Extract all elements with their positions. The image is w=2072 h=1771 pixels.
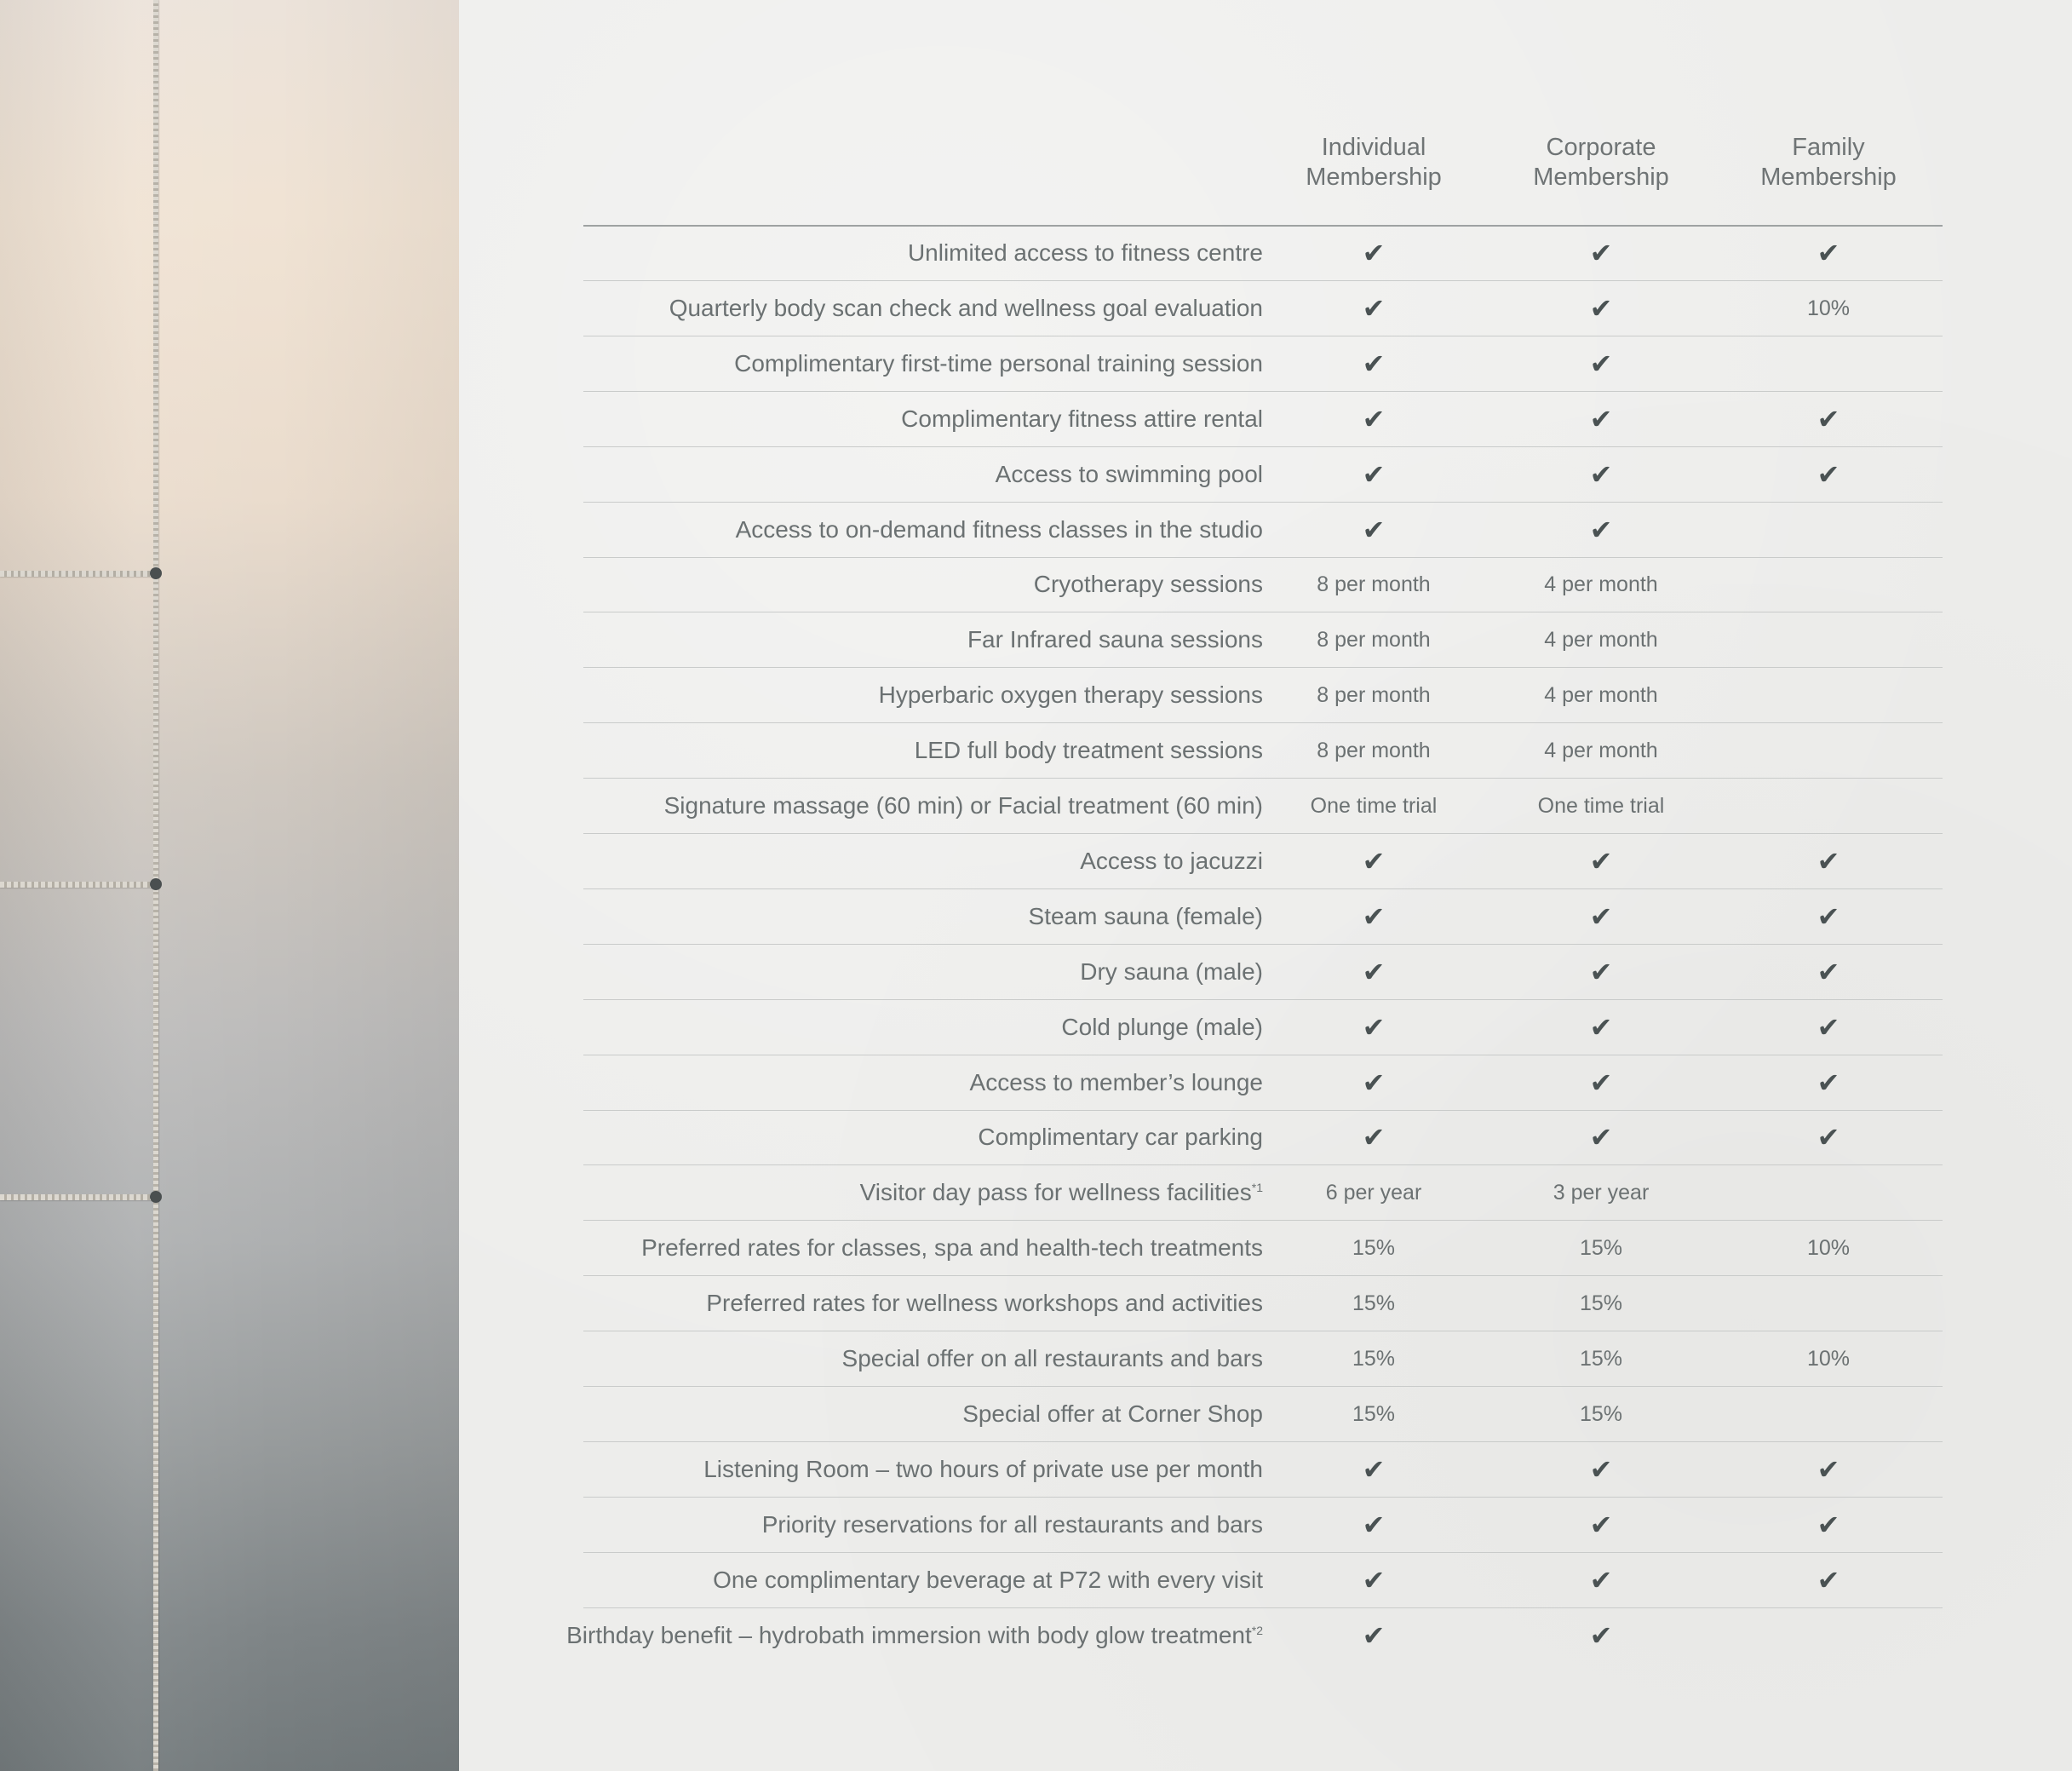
row-label-text: Hyperbaric oxygen therapy sessions bbox=[878, 681, 1263, 709]
cell-family bbox=[1715, 612, 1942, 667]
check-icon: ✔ bbox=[1817, 956, 1840, 987]
check-icon: ✔ bbox=[1362, 1067, 1386, 1098]
check-icon: ✔ bbox=[1362, 845, 1386, 877]
cell-individual: 15% bbox=[1352, 1291, 1396, 1316]
check-icon: ✔ bbox=[1589, 238, 1613, 268]
row-label bbox=[734, 336, 1263, 391]
table-row bbox=[0, 447, 2072, 502]
table-row bbox=[0, 1276, 2072, 1331]
check-icon: ✔ bbox=[1589, 1122, 1613, 1153]
row-label-text: Quarterly body scan check and wellness goal evaluation bbox=[669, 294, 1263, 321]
check-icon: ✔ bbox=[1817, 845, 1840, 877]
cell-corporate: 4 per month bbox=[1544, 683, 1658, 708]
row-label-text: Signature massage (60 min) or Facial treatment (60 min) bbox=[663, 792, 1263, 819]
cell-individual: 8 per month bbox=[1317, 628, 1431, 653]
check-icon: ✔ bbox=[1362, 1011, 1386, 1043]
cell-corporate: 15% bbox=[1579, 1291, 1623, 1316]
table-row bbox=[0, 945, 2072, 999]
footnote-marker: *1 bbox=[1251, 1181, 1263, 1195]
row-label-text: Listening Room – two hours of private use per month bbox=[703, 1455, 1263, 1482]
row-label bbox=[713, 1553, 1263, 1607]
row-label bbox=[1080, 834, 1263, 888]
row-label bbox=[664, 779, 1263, 833]
row-label-text: Steam sauna (female) bbox=[1028, 902, 1263, 929]
row-label-text: Complimentary fitness attire rental bbox=[901, 405, 1263, 432]
table-row bbox=[0, 1221, 2072, 1275]
row-label-text: Cold plunge (male) bbox=[1061, 1013, 1263, 1040]
row-label bbox=[996, 447, 1263, 502]
cell-family: 10% bbox=[1806, 296, 1851, 320]
row-label bbox=[703, 1442, 1263, 1497]
cell-corporate: 4 per month bbox=[1544, 572, 1658, 597]
check-icon: ✔ bbox=[1362, 458, 1386, 490]
row-label bbox=[901, 392, 1263, 446]
check-icon: ✔ bbox=[1817, 238, 1840, 268]
table-row bbox=[0, 1553, 2072, 1607]
check-icon: ✔ bbox=[1817, 1122, 1840, 1153]
check-icon: ✔ bbox=[1362, 514, 1386, 545]
cell-individual: One time trial bbox=[1310, 794, 1438, 818]
row-label bbox=[967, 612, 1263, 667]
row-label-text: Access to member’s lounge bbox=[969, 1068, 1263, 1095]
cell-individual: 8 per month bbox=[1317, 683, 1431, 708]
table-row bbox=[0, 392, 2072, 446]
check-icon: ✔ bbox=[1589, 348, 1613, 379]
check-icon: ✔ bbox=[1589, 1619, 1613, 1651]
check-icon: ✔ bbox=[1589, 845, 1613, 877]
table-row bbox=[0, 668, 2072, 722]
check-icon: ✔ bbox=[1362, 403, 1386, 434]
table-row bbox=[0, 1498, 2072, 1552]
row-label bbox=[970, 1055, 1263, 1110]
row-label-text: Access to on-demand fitness classes in the studio bbox=[735, 515, 1263, 543]
check-icon: ✔ bbox=[1362, 1453, 1386, 1485]
check-icon: ✔ bbox=[1589, 458, 1613, 490]
table-row bbox=[0, 1055, 2072, 1110]
cell-family bbox=[1715, 503, 1942, 557]
row-label-text: Special offer on all restaurants and bars bbox=[841, 1345, 1263, 1371]
table-row bbox=[0, 612, 2072, 667]
check-icon: ✔ bbox=[1817, 1564, 1840, 1596]
table-row bbox=[0, 1331, 2072, 1386]
cell-family bbox=[1715, 1387, 1942, 1441]
row-label-text: Special offer at Corner Shop bbox=[962, 1400, 1263, 1427]
row-label-text: Cryotherapy sessions bbox=[1033, 571, 1263, 598]
check-icon: ✔ bbox=[1362, 1509, 1386, 1540]
row-label bbox=[1080, 945, 1263, 999]
row-label-text: Far Infrared sauna sessions bbox=[967, 626, 1263, 653]
row-label-text: Preferred rates for classes, spa and health-tech treatments bbox=[641, 1234, 1263, 1262]
row-label bbox=[915, 723, 1263, 778]
check-icon: ✔ bbox=[1589, 514, 1613, 545]
cell-family: 10% bbox=[1806, 1347, 1851, 1371]
table-row bbox=[0, 503, 2072, 557]
cell-individual: 15% bbox=[1352, 1236, 1396, 1261]
table-row bbox=[0, 1000, 2072, 1055]
check-icon: ✔ bbox=[1589, 1509, 1613, 1540]
cell-corporate: 3 per year bbox=[1553, 1181, 1650, 1205]
check-icon: ✔ bbox=[1817, 900, 1840, 932]
table-row bbox=[0, 281, 2072, 336]
check-icon: ✔ bbox=[1589, 1564, 1613, 1596]
table-row bbox=[0, 336, 2072, 391]
check-icon: ✔ bbox=[1589, 1067, 1613, 1098]
check-icon: ✔ bbox=[1589, 403, 1613, 434]
table-row bbox=[0, 1165, 2072, 1220]
row-label bbox=[962, 1387, 1263, 1441]
table-row bbox=[0, 723, 2072, 778]
check-icon: ✔ bbox=[1362, 956, 1386, 987]
cell-individual: 6 per year bbox=[1325, 1181, 1422, 1205]
cell-individual: 15% bbox=[1352, 1401, 1396, 1426]
cell-family: 10% bbox=[1806, 1236, 1851, 1261]
check-icon: ✔ bbox=[1817, 1453, 1840, 1485]
check-icon: ✔ bbox=[1589, 900, 1613, 932]
check-icon: ✔ bbox=[1589, 1011, 1613, 1043]
row-label-text: Birthday benefit – hydrobath immersion with body glow treatment bbox=[566, 1621, 1252, 1648]
column-header-individual: Individual Membership bbox=[1306, 134, 1442, 191]
cell-corporate: 15% bbox=[1579, 1347, 1623, 1371]
check-icon: ✔ bbox=[1362, 292, 1386, 324]
table-row bbox=[0, 1387, 2072, 1441]
check-icon: ✔ bbox=[1589, 292, 1613, 324]
check-icon: ✔ bbox=[1817, 458, 1840, 490]
cell-corporate: 4 per month bbox=[1544, 628, 1658, 653]
check-icon: ✔ bbox=[1362, 238, 1386, 268]
row-label bbox=[1034, 557, 1263, 612]
row-label bbox=[641, 1221, 1263, 1275]
column-header-corporate: Corporate Membership bbox=[1533, 134, 1669, 191]
row-label bbox=[1061, 1000, 1263, 1055]
row-label-text: Complimentary first-time personal training session bbox=[734, 349, 1263, 377]
row-label-text: One complimentary beverage at P72 with every visit bbox=[713, 1566, 1263, 1593]
table-row bbox=[0, 226, 2072, 280]
row-label bbox=[669, 281, 1263, 336]
cell-family bbox=[1715, 1276, 1942, 1331]
row-label bbox=[908, 226, 1263, 280]
footnote-marker: *2 bbox=[1251, 1623, 1263, 1637]
row-label bbox=[566, 1608, 1263, 1663]
check-icon: ✔ bbox=[1817, 1011, 1840, 1043]
table-row bbox=[0, 834, 2072, 888]
check-icon: ✔ bbox=[1817, 1067, 1840, 1098]
row-label-text: Visitor day pass for wellness facilities bbox=[859, 1179, 1252, 1206]
row-label-text: Priority reservations for all restaurants and bars bbox=[761, 1510, 1263, 1538]
check-icon: ✔ bbox=[1362, 1619, 1386, 1651]
cell-family bbox=[1715, 723, 1942, 778]
cell-family bbox=[1715, 557, 1942, 612]
row-label bbox=[1029, 889, 1263, 944]
row-label-text: Access to jacuzzi bbox=[1080, 847, 1263, 874]
row-label-text: Dry sauna (male) bbox=[1080, 957, 1263, 985]
table-row bbox=[0, 1110, 2072, 1164]
check-icon: ✔ bbox=[1589, 956, 1613, 987]
row-label bbox=[879, 668, 1263, 722]
check-icon: ✔ bbox=[1817, 1509, 1840, 1540]
check-icon: ✔ bbox=[1589, 1453, 1613, 1485]
row-label bbox=[706, 1276, 1263, 1331]
check-icon: ✔ bbox=[1362, 1564, 1386, 1596]
cell-family bbox=[1715, 1165, 1942, 1220]
check-icon: ✔ bbox=[1362, 1122, 1386, 1153]
check-icon: ✔ bbox=[1362, 900, 1386, 932]
table-row bbox=[0, 1442, 2072, 1497]
table-row bbox=[0, 889, 2072, 944]
row-label bbox=[978, 1110, 1263, 1164]
check-icon: ✔ bbox=[1362, 348, 1386, 379]
table-row bbox=[0, 1608, 2072, 1663]
row-label bbox=[842, 1331, 1263, 1386]
cell-individual: 15% bbox=[1352, 1347, 1396, 1371]
table-row bbox=[0, 557, 2072, 612]
row-label-text: LED full body treatment sessions bbox=[914, 737, 1263, 764]
cell-individual: 8 per month bbox=[1317, 572, 1431, 597]
cell-family bbox=[1715, 779, 1942, 833]
cell-corporate: 15% bbox=[1579, 1401, 1623, 1426]
cell-family bbox=[1715, 1608, 1942, 1663]
table-row bbox=[0, 779, 2072, 833]
row-label bbox=[860, 1165, 1263, 1220]
row-label-text: Complimentary car parking bbox=[978, 1124, 1263, 1151]
check-icon: ✔ bbox=[1817, 403, 1840, 434]
row-label-text: Preferred rates for wellness workshops and activities bbox=[706, 1290, 1263, 1317]
cell-family bbox=[1715, 668, 1942, 722]
row-label bbox=[762, 1498, 1263, 1552]
row-label bbox=[736, 503, 1263, 557]
column-header-family: Family Membership bbox=[1760, 134, 1897, 191]
row-label-text: Unlimited access to fitness centre bbox=[907, 239, 1263, 266]
cell-individual: 8 per month bbox=[1317, 739, 1431, 763]
cell-corporate: 4 per month bbox=[1544, 739, 1658, 763]
cell-family bbox=[1715, 336, 1942, 391]
row-label-text: Access to swimming pool bbox=[995, 460, 1263, 487]
cell-corporate: 15% bbox=[1579, 1236, 1623, 1261]
cell-corporate: One time trial bbox=[1537, 794, 1665, 818]
